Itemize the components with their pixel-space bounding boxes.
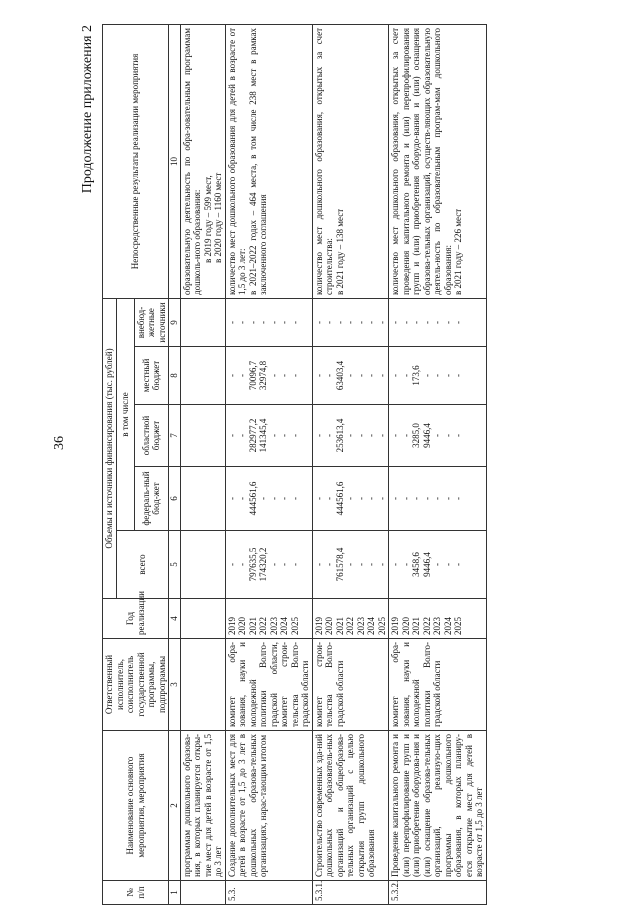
cell-num: 5.3.2. (389, 881, 487, 905)
value-line: 2023 (355, 617, 366, 635)
header-including: в том числе (116, 299, 134, 531)
value-line: - (313, 374, 324, 377)
value-line: - (390, 497, 401, 500)
running-title: Продолжение приложения 2 (80, 25, 95, 194)
cell-total (225, 531, 312, 599)
value-line: - (268, 563, 279, 566)
value-line: - (313, 434, 324, 437)
header-results: Непосредственные результаты реализации мероприятия (103, 25, 169, 299)
value-line: - (376, 497, 387, 500)
value-line: 9446,4 (421, 552, 432, 577)
value-line: 2021 (247, 617, 258, 635)
value-line: - (366, 497, 377, 500)
value-line: 2022 (345, 617, 356, 635)
value-line: - (226, 374, 237, 377)
cell-federal (312, 467, 389, 531)
value-line: - (400, 563, 411, 566)
value-line: - (400, 497, 411, 500)
cell-results (389, 25, 487, 299)
cell-name: Проведение капитального ремонта и (или) перепрофилирование групп и (или) приобретение оборудова-ния и (или) оснащение образова-тельных организаций, реализую-щих программы дошкольного образования, в которых планиру-ется открытие мест для детей в возрасте от 1,5 до 3 лет (389, 731, 487, 881)
cell-total (312, 531, 389, 599)
value-line: - (432, 321, 443, 324)
rotated-page (80, 25, 600, 905)
value-line: - (237, 434, 248, 437)
value-line: 2019 (226, 617, 237, 635)
value-line: - (289, 497, 300, 500)
value-line: - (237, 497, 248, 500)
value-line: - (313, 563, 324, 566)
result-line: количество мест дошкольного образования, открытых за счет строительства: (313, 28, 335, 295)
cell-years (312, 599, 389, 639)
cell-local (389, 347, 487, 405)
value-line: - (442, 563, 453, 566)
value-line: 2025 (289, 617, 300, 635)
cell-responsible (180, 639, 225, 731)
column-number: 3 (169, 639, 181, 731)
value-line: 2020 (237, 617, 248, 635)
value-line: - (268, 434, 279, 437)
value-line: - (279, 321, 290, 324)
column-number: 7 (169, 405, 181, 467)
value-line: - (345, 497, 356, 500)
cell-responsible: комитет обра-зования, науки и молодежной политики Волго-градской области, комитет строи-тельства Волго-градской области (225, 639, 312, 731)
table-row (312, 25, 389, 905)
value-line: 2024 (279, 617, 290, 635)
value-line: - (421, 497, 432, 500)
value-line: - (289, 321, 300, 324)
value-line: - (237, 321, 248, 324)
value-line: - (313, 321, 324, 324)
value-line: - (324, 434, 335, 437)
value-line: - (247, 321, 258, 324)
value-line: 3285,0 (411, 423, 422, 448)
result-line: в 2021 году – 138 мест (334, 208, 345, 295)
value-line: - (442, 374, 453, 377)
value-line: - (313, 497, 324, 500)
value-line: - (345, 321, 356, 324)
cell-local (312, 347, 389, 405)
result-line: количество мест дошкольного образования для детей в возрасте от 1,5 до 3 лет: (226, 28, 248, 295)
header-extrabudget: внебюд-жетные источники (134, 299, 169, 347)
value-line: - (453, 374, 464, 377)
value-line: - (432, 434, 443, 437)
value-line: - (237, 374, 248, 377)
cell-extra (389, 299, 487, 347)
value-line: - (226, 497, 237, 500)
value-line: - (289, 563, 300, 566)
value-line: - (376, 563, 387, 566)
column-number-row (169, 25, 181, 905)
table-row (225, 25, 312, 905)
value-line: 2025 (453, 617, 464, 635)
header-responsible: Ответственный исполнитель, соисполнитель государственной программы, подпрограммы (103, 639, 169, 731)
value-line: 253613,4 (334, 418, 345, 453)
value-line: 797635,5 (247, 547, 258, 582)
cell-results (180, 25, 225, 299)
cell-total (389, 531, 487, 599)
cell-responsible: комитет строи-тельства Волго-градской области (312, 639, 389, 731)
cell-num: 5.3.1. (312, 881, 389, 905)
result-line: в 2019 году – 599 мест, (202, 175, 213, 263)
value-line: 2022 (258, 617, 269, 635)
value-line: 2020 (400, 617, 411, 635)
value-line: 2020 (324, 617, 335, 635)
value-line: - (376, 321, 387, 324)
header-regional: областной бюджет (134, 405, 169, 467)
value-line: 174320,2 (258, 547, 269, 582)
continuation-row (180, 25, 225, 905)
value-line: - (366, 434, 377, 437)
value-line: - (442, 497, 453, 500)
value-line: 173,6 (411, 365, 422, 386)
header-year: Год реализации (103, 599, 169, 639)
cell-federal (180, 467, 225, 531)
cell-extra (225, 299, 312, 347)
cell-name: Строительство современных зда-ний дошкольных образователь-ных организаций и общеобразова-тельных организаций с целью открытия групп дошкольного образования (312, 731, 389, 881)
value-line: - (279, 434, 290, 437)
cell-extra (312, 299, 389, 347)
value-line: - (411, 497, 422, 500)
value-line: - (453, 563, 464, 566)
cell-federal (389, 467, 487, 531)
value-line: - (268, 497, 279, 500)
value-line: - (324, 374, 335, 377)
result-line: в 2021–2022 годах – 464 места, в том числе 238 мест в рамках заключенного соглашения (247, 28, 269, 295)
value-line: - (258, 321, 269, 324)
value-line: - (390, 321, 401, 324)
value-line: - (432, 374, 443, 377)
column-number: 2 (169, 731, 181, 881)
value-line: - (279, 563, 290, 566)
value-line: - (355, 497, 366, 500)
header-federal: федераль-ный бюд-жет (134, 467, 169, 531)
value-line: - (366, 321, 377, 324)
cell-years (389, 599, 487, 639)
value-line: - (345, 563, 356, 566)
value-line: - (400, 374, 411, 377)
value-line: 444561,6 (334, 481, 345, 516)
cell-regional (312, 405, 389, 467)
value-line: - (442, 321, 453, 324)
value-line: - (390, 563, 401, 566)
value-line: - (376, 374, 387, 377)
header-total: всего (116, 531, 169, 599)
page-number: 36 (52, 436, 67, 450)
value-line: 2019 (313, 617, 324, 635)
cell-num (180, 881, 225, 905)
value-line: 761578,4 (334, 547, 345, 582)
column-number: 4 (169, 599, 181, 639)
value-line: 2023 (268, 617, 279, 635)
value-line: - (400, 434, 411, 437)
cell-local (180, 347, 225, 405)
value-line: - (411, 321, 422, 324)
result-line: образовательную деятельность по обра-зовательным программам дошколь-ного образования: (181, 28, 203, 295)
value-line: - (421, 374, 432, 377)
header-financing: Объемы и источники финансирования (тыс. рублей) (103, 299, 117, 599)
value-line: - (453, 434, 464, 437)
value-line: - (390, 434, 401, 437)
value-line: - (226, 321, 237, 324)
column-number: 1 (169, 881, 181, 905)
cell-years (180, 599, 225, 639)
column-number: 5 (169, 531, 181, 599)
value-line: - (279, 497, 290, 500)
cell-local (225, 347, 312, 405)
result-line: количество мест дошкольного образования, открытых за счет проведения капитального ремонта и (или) перепрофилирования групп и (или) приобретения оборудо-вания и (или) оснащения образова-тельных организаций, осуществ-ляющих образовательную деятель-ность по образовательным програм-мам дошкольного образования: (390, 28, 453, 295)
cell-extra (180, 299, 225, 347)
value-line: - (366, 374, 377, 377)
result-line: в 2021 году – 226 мест (453, 208, 464, 295)
value-line: - (268, 321, 279, 324)
value-line: 3458,6 (411, 552, 422, 577)
value-line: 2025 (376, 617, 387, 635)
value-line: - (268, 374, 279, 377)
value-line: - (237, 563, 248, 566)
column-number: 6 (169, 467, 181, 531)
value-line: - (355, 374, 366, 377)
value-line: 9446,4 (421, 423, 432, 448)
cell-name: программам дошкольного образова-ния, в которых планируется откры-тие мест для детей в возрасте от 1,5 до 3 лет (180, 731, 225, 881)
value-line: - (279, 374, 290, 377)
header-local: местный бюджет (134, 347, 169, 405)
cell-regional (389, 405, 487, 467)
value-line: - (453, 321, 464, 324)
value-line: 2019 (390, 617, 401, 635)
header-name: Наименование основного мероприятия, мероприятия (103, 731, 169, 881)
program-table (102, 24, 487, 905)
cell-responsible: комитет обра-зования, науки и молодежной политики Волго-градской области (389, 639, 487, 731)
value-line: - (355, 434, 366, 437)
header-num: № п/п (103, 881, 169, 905)
value-line: - (400, 321, 411, 324)
value-line: - (376, 434, 387, 437)
value-line: - (226, 434, 237, 437)
cell-federal (225, 467, 312, 531)
value-line: 2021 (334, 617, 345, 635)
value-line: - (390, 374, 401, 377)
value-line: - (289, 374, 300, 377)
value-line: - (334, 321, 345, 324)
cell-regional (225, 405, 312, 467)
value-line: 2023 (432, 617, 443, 635)
result-line: в 2020 году – 1160 мест (213, 172, 224, 263)
value-line: - (345, 374, 356, 377)
value-line: 2024 (442, 617, 453, 635)
cell-results (312, 25, 389, 299)
cell-num: 5.3. (225, 881, 312, 905)
value-line: - (421, 321, 432, 324)
column-number: 8 (169, 347, 181, 405)
value-line: - (366, 563, 377, 566)
value-line: - (432, 497, 443, 500)
column-number: 9 (169, 299, 181, 347)
value-line: 32974,8 (258, 360, 269, 391)
table-row (389, 25, 487, 905)
value-line: - (226, 563, 237, 566)
cell-regional (180, 405, 225, 467)
value-line: 282977,2 (247, 418, 258, 453)
value-line: - (258, 497, 269, 500)
column-number: 10 (169, 25, 181, 299)
value-line: 141345,4 (258, 418, 269, 453)
value-line: 70096,7 (247, 360, 258, 391)
cell-years (225, 599, 312, 639)
value-line: - (289, 434, 300, 437)
value-line: - (324, 497, 335, 500)
value-line: - (324, 321, 335, 324)
cell-total (180, 531, 225, 599)
value-line: - (345, 434, 356, 437)
value-line: 444561,6 (247, 481, 258, 516)
value-line: - (324, 563, 335, 566)
cell-results (225, 25, 312, 299)
value-line: 63403,4 (334, 360, 345, 391)
value-line: - (432, 563, 443, 566)
value-line: - (355, 321, 366, 324)
cell-name: Создание дополнительных мест для детей в возрасте от 1,5 до 3 лет в дошкольных образова-тельных организациях, нарас-тающим итогом (225, 731, 312, 881)
value-line: - (453, 497, 464, 500)
value-line: 2021 (411, 617, 422, 635)
value-line: - (355, 563, 366, 566)
value-line: 2022 (421, 617, 432, 635)
value-line: - (442, 434, 453, 437)
value-line: 2024 (366, 617, 377, 635)
